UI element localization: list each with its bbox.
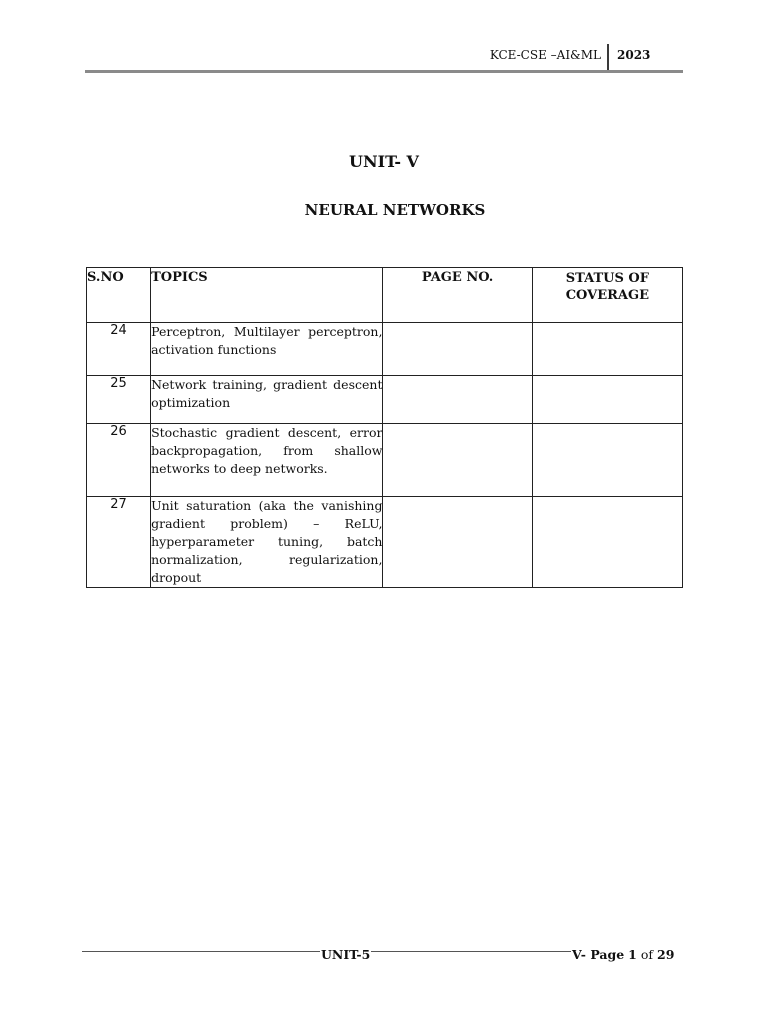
table-row [87,497,683,588]
row-topic: Stochastic gradient descent, error backpropagation, from shallow networks to deep networks. [151,424,383,497]
row-topic: Network training, gradient descent optimization [151,376,383,424]
row-status [532,376,682,424]
row-sno: 24 [87,323,151,376]
footer-page-current: 1 [628,947,637,962]
row-page-no [383,323,532,376]
header-year: 2023 [617,48,651,62]
header-sno: S.NO [87,268,151,323]
row-page-no [383,497,532,588]
row-status [532,323,682,376]
row-topic: Perceptron, Multilayer perceptron, activation functions [151,323,383,376]
row-topic: Unit saturation (aka the vanishing gradient problem) – ReLU, hyperparameter tuning, batch normalization, regularization, dropout [151,497,383,588]
footer-unit-label: UNIT-5 [321,947,371,962]
footer-page-total: 29 [657,947,675,962]
header-rule [85,70,683,73]
row-page-no [383,376,532,424]
table-row [87,376,683,424]
subject-title: NEURAL NETWORKS [304,201,486,219]
header-page-no: PAGE NO. [383,268,532,323]
row-status [532,424,682,497]
header-status: STATUS OF COVERAGE [532,268,682,323]
unit-title-text: UNIT- V [349,152,419,171]
footer-page-prefix: V- Page [572,947,625,962]
table-header-row [87,268,683,323]
header-topics: TOPICS [151,268,383,323]
row-sno: 25 [87,376,151,424]
row-sno: 26 [87,424,151,497]
topics-table [86,267,683,588]
unit-title [0,152,768,171]
page-header [85,44,683,72]
table-row [87,424,683,497]
row-sno: 27 [87,497,151,588]
header-course: KCE-CSE –AI&ML [489,48,601,62]
row-status [532,497,682,588]
row-page-no [383,424,532,497]
footer-page-of: of [640,947,654,962]
footer-page-number [571,947,675,962]
table-row [87,323,683,376]
header-divider [607,44,609,70]
